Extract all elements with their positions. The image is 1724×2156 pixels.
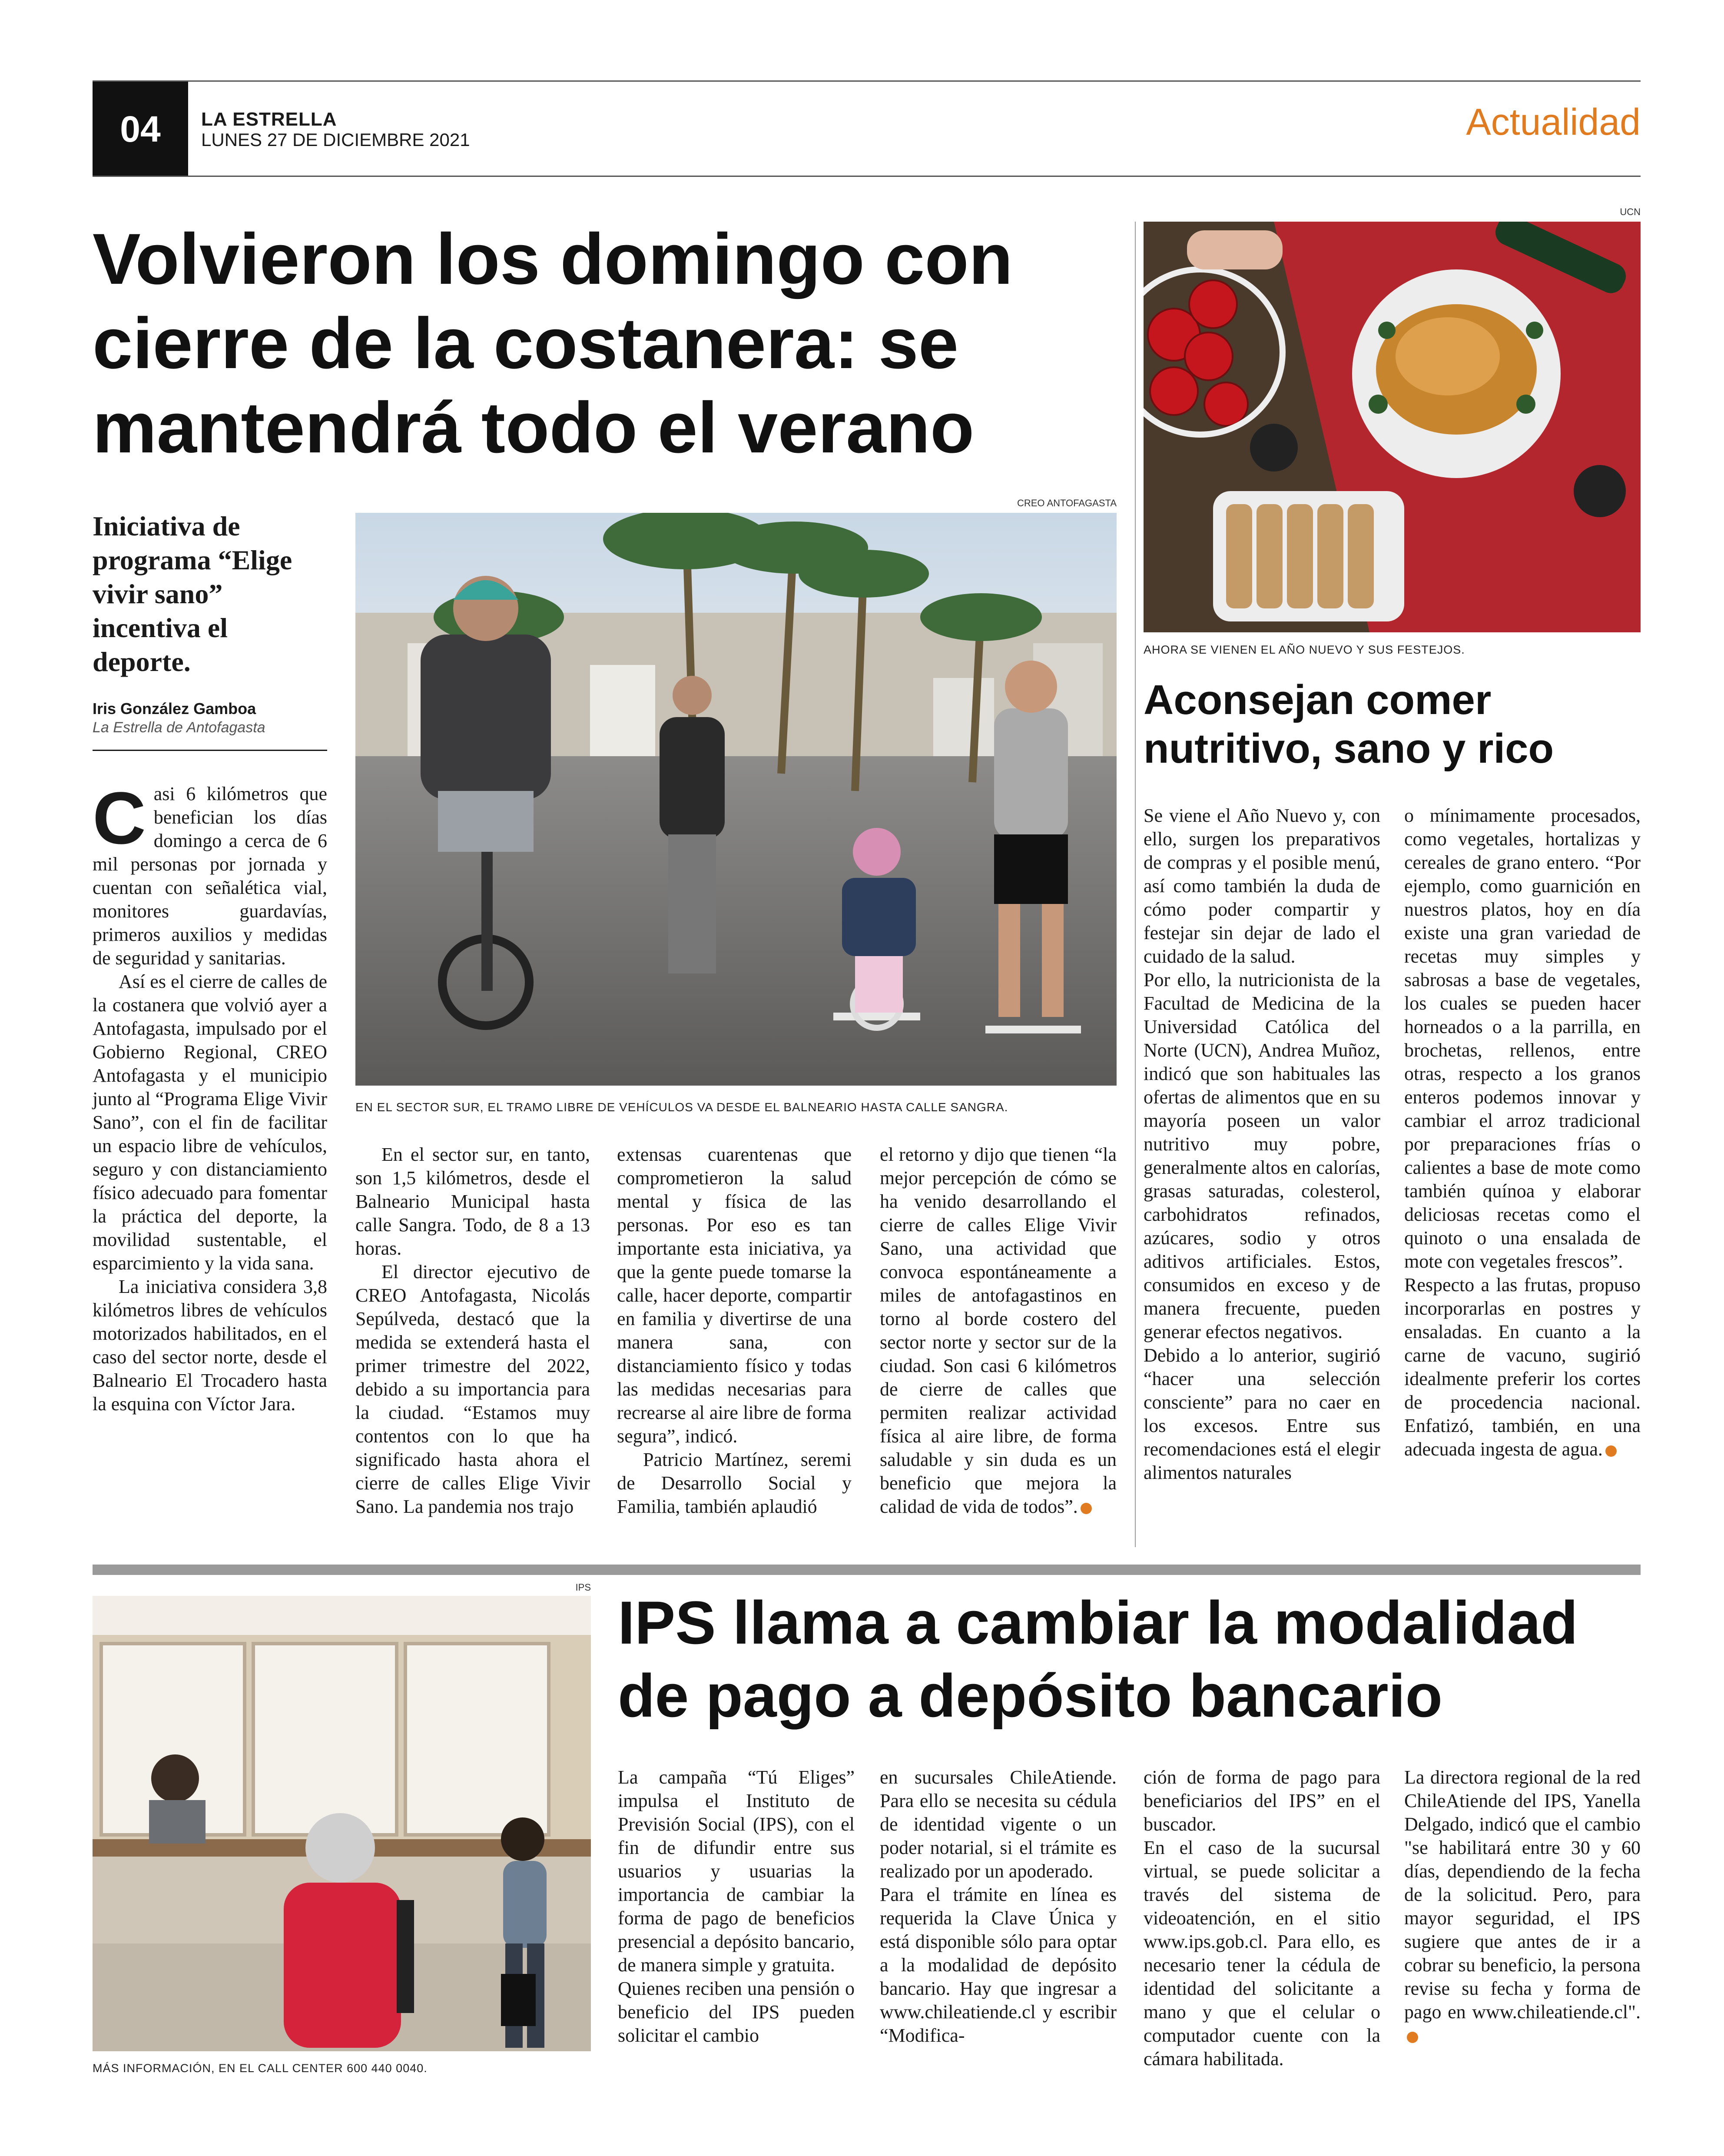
main-col-1 xyxy=(93,777,327,1416)
ips-col2-p1: en sucursales ChileAtiende. Para ello se necesita su cédula de identidad vigente o un poder notarial, si el trámite es realizado por un apoderado. xyxy=(880,1767,1117,1882)
main-photo-caption: EN EL SECTOR SUR, EL TRAMO LIBRE DE VEHÍCULOS VA DESDE EL BALNEARIO HASTA CALLE SANGRA. xyxy=(355,1100,1008,1114)
main-col-3 xyxy=(617,1143,852,1518)
section-separator-bar xyxy=(93,1565,1641,1575)
side-col1-p3: Debido a lo anterior, sugirió “hacer una selección consciente” para no caer en los excesos. Entre sus recomendaciones está el elegir alimentos naturales xyxy=(1144,1345,1380,1483)
dropcap-letter: C xyxy=(93,777,146,860)
end-mark-icon xyxy=(1407,2032,1418,2043)
main-col2-p2: El director ejecutivo de CREO Antofagasta, Nicolás Sepúlveda, destacó que la medida se extenderá hasta el primer trimestre del 2022, debido a su importancia para la ciudad. “Estamos muy contentos con lo que ha significado hasta ahora el cierre de calles Elige Vivir Sano. La pandemia nos trajo xyxy=(355,1261,590,1517)
ips-photo-caption: MÁS INFORMACIÓN, EN EL CALL CENTER 600 440 0040. xyxy=(93,2062,428,2075)
header-bottom-rule xyxy=(93,176,1641,177)
side-photo-caption: AHORA SE VIENEN EL AÑO NUEVO Y SUS FESTEJOS. xyxy=(1144,643,1465,656)
edition-date: LUNES 27 DE DICIEMBRE 2021 xyxy=(201,130,470,150)
ips-col3-p2: En el caso de la sucursal virtual, se puede solicitar a través del sistema de videoatención, en el sitio www.ips.gob.cl. Para ello, es necesario tener la cédula de identidad del solicitante a mano y que el celular o computador cuente con la cámara habilitada. xyxy=(1144,1837,1380,2070)
page-number-box xyxy=(93,82,188,176)
main-photo-credit: CREO ANTOFAGASTA xyxy=(1017,498,1117,508)
byline-outlet: La Estrella de Antofagasta xyxy=(93,719,265,736)
side-col1-p2: Por ello, la nutricionista de la Facultad de Medicina de la Universidad Católica del Norte (UCN), Andrea Muñoz, indicó que son habituales las ofertas de alimentos que en su mayoría poseen un valor nutritivo muy pobre, generalmente altos en calorías, grasas saturadas, colesterol, carbohidratos refinados, azúcares, sodio y otros aditivos artificiales. Estos, consumidos en exceso y de manera frecuente, pueden generar efectos negativos. xyxy=(1144,969,1380,1342)
dinner-illustration xyxy=(1144,222,1641,632)
pedestrians xyxy=(660,676,725,973)
ips-office-photo xyxy=(93,1596,591,2051)
ips-col4-p1: La directora regional de la red ChileAtiende del IPS, Yanella Delgado, indicó que el cambio "se habilitará entre 30 y 60 días, dependiendo de la fecha de la solicitud. Pero, para mayor seguridad, el IPS sugiere que antes de ir a cobrar su beneficio, la persona revise su fecha y forma de pago en www.chileatiende.cl". xyxy=(1404,1767,1641,2023)
ips-col-1 xyxy=(618,1766,855,2047)
main-col4-p1: el retorno y dijo que tienen “la mejor percepción de cómo se ha venido desarrollando el cierre de calles Elige Vivir Sano, una actividad que convoca espontáneamente a miles de antofagastinos en torno al borde costero del sector norte y sector sur de la ciudad. Son casi 6 kilómetros de cierre de calles que permiten realizar actividad física al aire libre, de forma saludable y sin duda es un beneficio que mejora la calidad de vida de todos”. xyxy=(880,1144,1117,1517)
side-col-1 xyxy=(1144,804,1380,1485)
main-col3-p2: Patricio Martínez, seremi de Desarrollo Social y Familia, también aplaudió xyxy=(617,1449,852,1517)
main-col-4 xyxy=(880,1143,1117,1518)
side-col2-p2: Respecto a las frutas, propuso incorporarlas en postres y ensaladas. En cuanto a la carne de vacuno, sugirió idealmente preferir los cortes de procedencia nacional. Enfatizó, también, en una adecuada ingesta de agua. xyxy=(1404,1274,1641,1460)
side-col1-p1: Se viene el Año Nuevo y, con ello, surgen los preparativos de compras y el posible menú, así como también la duda de cómo poder compartir y festejar sin dejar de lado el cuidado de la salud. xyxy=(1144,805,1380,967)
main-col3-p1: extensas cuarentenas que comprometieron la salud mental y física de las personas. Por eso es tan importante esta iniciativa, ya que la gente puede tomarse la calle, hacer deporte, compartir en familia y divertirse de una manera sana, con distanciamiento físico y todas las medidas necesarias para recrearse al aire libre de forma segura”, indicó. xyxy=(617,1144,852,1447)
end-mark-icon xyxy=(1081,1503,1092,1514)
main-headline: Volvieron los domingo con cierre de la costanera: se mantendrá todo el verano xyxy=(93,219,1013,468)
section-label: Actualidad xyxy=(1466,101,1641,143)
byline-rule xyxy=(93,750,327,751)
ips-col1-p2: Quienes reciben una pensión o beneficio del IPS pueden solicitar el cambio xyxy=(618,1978,855,2046)
ips-col-4 xyxy=(1404,1766,1641,2047)
ips-photo-credit: IPS xyxy=(575,1582,591,1593)
newspaper-name: LA ESTRELLA xyxy=(201,109,337,130)
main-deck: Iniciativa de programa “Elige vivir sano” incentiva el deporte. xyxy=(93,511,292,677)
side-col2-p1: o mínimamente procesados, como vegetales, hortalizas y cereales de grano entero. “Por ejemplo, como guarnición en nuestros platos, hoy en día existe una gran variedad de recetas muy simples y sabrosas a base de vegetales, los cuales se pueden hacer horneados o a la parrilla, en brochetas, rellenos, entre otras, respecto a los granos enteros podemos innovar y cambiar el arroz tradicional por preparaciones frías o calientes a base de mote como también quínoa y elaborar deliciosas recetas como el quinoto o una ensalada de mote con vegetales frescos”. xyxy=(1404,805,1641,1272)
ips-col-2 xyxy=(880,1766,1117,2047)
page-number: 04 xyxy=(120,108,161,149)
main-col-2 xyxy=(355,1143,590,1518)
main-col1-p3: La iniciativa considera 3,8 kilómetros libres de vehículos motorizados habilitados, en el caso del sector norte, desde el Balneario El Trocadero hasta la esquina con Víctor Jara. xyxy=(93,1276,327,1415)
side-headline: Aconsejan comer nutritivo, sano y rico xyxy=(1144,677,1554,772)
side-col-2 xyxy=(1404,804,1641,1461)
side-photo-credit: UCN xyxy=(1620,206,1641,217)
end-mark-icon xyxy=(1605,1445,1617,1457)
cyclists-illustration xyxy=(355,513,1117,1086)
ips-col1-p1: La campaña “Tú Eliges” impulsa el Instituto de Previsión Social (IPS), con el fin de difundir entre sus usuarios y usuarias la importancia de cambiar la forma de pago de beneficios presencial a depósito bancario, de manera simple y gratuita. xyxy=(618,1767,855,1976)
ips-col-3 xyxy=(1144,1766,1380,2071)
header-top-rule xyxy=(93,80,1641,82)
main-col1-p1: asi 6 kilómetros que benefician los días domingo a cerca de 6 mil personas por jornada y cuentan con señalética vial, monitores guardavías, primeros auxilios y medidas de seguridad y sanitarias. xyxy=(93,783,327,969)
main-col1-p2: Así es el cierre de calles de la costanera que volvió ayer a Antofagasta, impulsado por el Gobierno Regional, CREO Antofagasta y el municipio junto al “Programa Elige Vivir Sano”, con el fin de facilitar un espacio libre de vehículos, seguro y con distanciamiento físico adecuado para fomentar la práctica del deporte, la movilidad sustentable, el esparcimiento y la vida sana. xyxy=(93,971,327,1274)
side-story-divider xyxy=(1135,222,1136,1547)
ips-col2-p2: Para el trámite en línea es requerida la Clave Única y está disponible sólo para optar a la modalidad de depósito bancario. Hay que ingresar a www.chileatiende.cl y escribir “Modifica- xyxy=(880,1884,1117,2046)
dinner-photo xyxy=(1144,222,1641,632)
main-col2-p1: En el sector sur, en tanto, son 1,5 kilómetros, desde el Balneario Municipal hasta calle Sangra. Todo, de 8 a 13 horas. xyxy=(355,1144,590,1259)
byline-name: Iris González Gamboa xyxy=(93,700,256,718)
cyclists-photo xyxy=(355,513,1117,1086)
ips-col3-p1: ción de forma de pago para beneficiarios del IPS” en el buscador. xyxy=(1144,1767,1380,1835)
ips-headline: IPS llama a cambiar la modalidad de pago a depósito bancario xyxy=(618,1588,1578,1730)
ips-office-illustration xyxy=(93,1596,591,2051)
